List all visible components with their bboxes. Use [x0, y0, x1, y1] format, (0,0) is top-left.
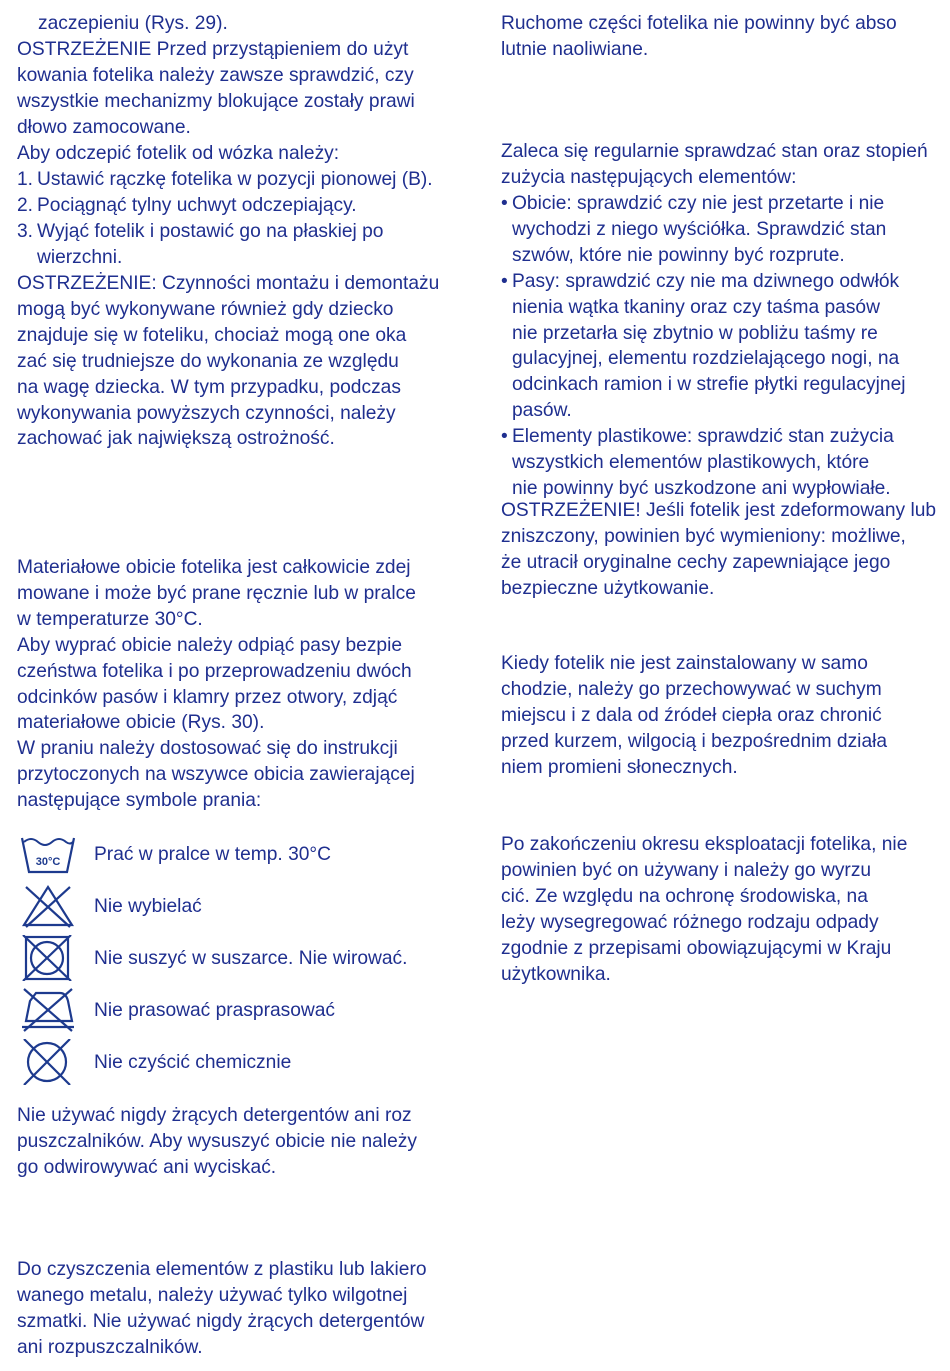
- no-dry-clean-icon: [18, 1039, 78, 1085]
- wash-symbol-label: Nie prasować prasprasować: [94, 1000, 336, 1021]
- inspection-item: • Obicie: sprawdzić czy nie jest przetarte i nie wychodzi z niego wyściółka. Sprawdzić stan szwów, które nie powinny być rozprute.: [501, 193, 887, 266]
- detach-steps-list: [17, 167, 433, 271]
- wash-symbol-label: Prać w pralce w temp. 30°C: [94, 844, 331, 865]
- inspection-item: • Pasy: sprawdzić czy nie ma dziwnego odwłók nienia wątka tkaniny oraz czy taśma pasów nie przetarła się zbytnio w pobliżu taśmy re gulacyjnej, elementu rozdzielającego nogi, na odcinkach ramion i w strefie płytki regulacyjnej pasów.: [501, 270, 906, 422]
- no-tumble-dry-icon: [18, 935, 78, 981]
- no-iron-icon: [18, 987, 78, 1033]
- warning-deformed-seat: OSTRZEŻENIE! Jeśli fotelik jest zdeformowany lub zniszczony, powinien być wymieniony: możliwe, że utracił oryginalne cechy zapewniające jego bezpieczne użytkowanie.: [501, 500, 937, 599]
- inspection-list: [501, 191, 906, 502]
- cover-washing-text: Materiałowe obicie fotelika jest całkowicie zdej mowane i może być prane ręcznie lub w pralce w temperaturze 30°C. Aby wyprać obicie należy odpiąć pasy bezpie czeństwa fotelika i po przeprowadzeniu dwóch odcinków pasów i klamry przez otwory, zdjąć materiałowe obicie (Rys. 30). W praniu należy dostosować się do instrukcji przytoczonych na wszywce obicia zawierającej następujące symbole prania:: [17, 557, 416, 812]
- inspection-intro: Zaleca się regularnie sprawdzać stan oraz stopień zużycia następujących elementów:: [501, 141, 928, 188]
- assembly-text-tail: zaczepieniu (Rys. 29).: [38, 13, 228, 34]
- storage-text: Kiedy fotelik nie jest zainstalowany w samo chodzie, należy go przechowywać w suchym miejscu i z dala od źródeł ciepła oraz chronić przed kurzem, wilgocią i bezpośrednim działa niem promieni słonecznych.: [501, 653, 888, 778]
- detach-step: 3. Wyjąć fotelik i postawić go na płaskiej po wierzchni.: [17, 220, 384, 268]
- wash-symbol-label: Nie wybielać: [94, 896, 202, 917]
- wash-symbol-label: Nie czyścić chemicznie: [94, 1052, 292, 1073]
- disposal-text: Po zakończeniu okresu eksploatacji fotelika, nie powinien być on używany i należy go wyrzu cić. Ze względu na ochronę środowiska, na leży wysegregować różnego rodzaju odpady zgodnie z przepisami obowiązującymi w Kraju użytkownika.: [501, 834, 908, 985]
- warning-child-in-seat: OSTRZEŻENIE: Czynności montażu i demontażu mogą być wykonywane również gdy dziecko znajduje się w foteliku, chociaż mogą one oka zać się trudniejsze do wykonania ze względu na wagę dziecka. W tym przypadku, podczas wykonywania powyższych czynności, należy zachować jak największą ostrożność.: [17, 273, 440, 450]
- svg-text:30°C: 30°C: [35, 856, 61, 868]
- detergent-note: Nie używać nigdy żrących detergentów ani roz puszczalników. Aby wysuszyć obicie nie należy go odwirowywać ani wyciskać.: [17, 1105, 417, 1178]
- plastic-cleaning-text: Do czyszczenia elementów z plastiku lub lakiero wanego metalu, należy używać tylko wilgotnej szmatki. Nie używać nigdy żrących detergentów ani rozpuszczalników.: [17, 1259, 427, 1358]
- detach-intro: Aby odczepić fotelik od wózka należy:: [17, 143, 340, 164]
- wash-symbol-label: Nie suszyć w suszarce. Nie wirować.: [94, 948, 408, 969]
- warning-check-locks: OSTRZEŻENIE Przed przystąpieniem do użyt kowania fotelika należy zawsze sprawdzić, czy wszystkie mechanizmy blokujące zostały prawi dłowo zamocowane.: [17, 39, 415, 138]
- detach-step: 2. Pociągnąć tylny uchwyt odczepiający.: [17, 194, 357, 216]
- inspection-item: • Elementy plastikowe: sprawdzić stan zużycia wszystkich elementów plastikowych, które nie powinny być uszkodzone ani wypłowiałe.: [501, 426, 894, 499]
- machine-wash-30-icon: [18, 832, 78, 878]
- oil-note: Ruchome części fotelika nie powinny być abso lutnie naoliwiane.: [501, 13, 897, 60]
- no-bleach-icon: [18, 883, 78, 929]
- detach-step: 1. Ustawić rączkę fotelika w pozycji pionowej (B).: [17, 169, 433, 190]
